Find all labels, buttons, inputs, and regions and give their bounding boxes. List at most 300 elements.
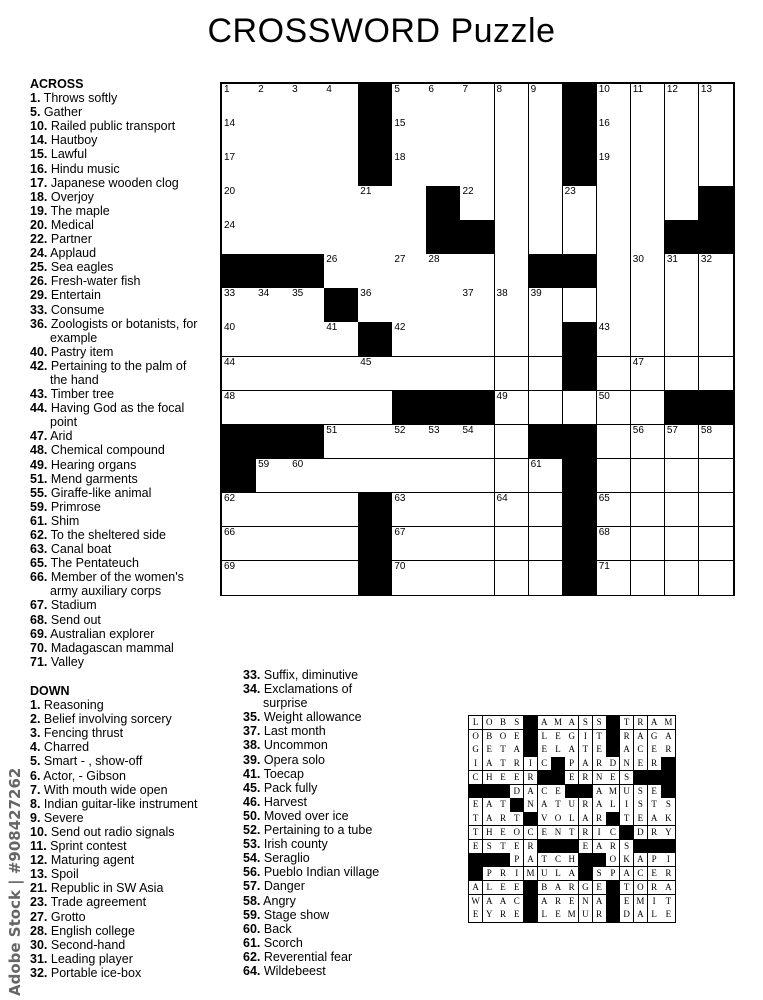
clue-item [243, 738, 443, 752]
clue-number: 10. [30, 824, 48, 839]
grid-cell[interactable] [222, 561, 257, 596]
grid-cell[interactable] [495, 561, 530, 596]
solution-letter: A [661, 730, 675, 744]
clue-text: Actor, - Gibson [40, 768, 126, 783]
grid-cell[interactable] [631, 288, 666, 323]
grid-cell[interactable] [426, 254, 461, 289]
clue-item [30, 754, 240, 768]
solution-letter: E [496, 881, 510, 895]
grid-cell[interactable] [631, 391, 666, 426]
clue-text: Medical [47, 217, 94, 232]
clue-number: 18. [30, 189, 48, 204]
grid-cell[interactable] [495, 391, 530, 426]
cell-number: 39 [530, 288, 542, 300]
grid-cell[interactable] [597, 561, 632, 596]
clue-item [30, 274, 215, 288]
grid-cell[interactable] [665, 561, 700, 596]
clue-number: 14. [30, 133, 48, 148]
grid-cell[interactable] [597, 527, 632, 562]
grid-cell[interactable] [460, 357, 495, 392]
grid-cell[interactable] [631, 561, 666, 596]
grid-cell[interactable] [495, 357, 530, 392]
clue-text: Severe [40, 810, 84, 825]
grid-cell[interactable] [392, 561, 427, 596]
grid-cell[interactable] [324, 357, 359, 392]
grid-cell[interactable] [392, 357, 427, 392]
grid-cell[interactable] [597, 493, 632, 528]
solution-letter: C [469, 771, 483, 785]
grid-cell[interactable] [665, 322, 700, 357]
grid-cell[interactable] [460, 186, 495, 221]
grid-cell[interactable] [426, 561, 461, 596]
solution-letter: S [593, 716, 607, 730]
grid-cell[interactable] [392, 493, 427, 528]
grid-cell[interactable] [426, 493, 461, 528]
grid-cell[interactable] [460, 493, 495, 528]
grid-cell[interactable] [256, 322, 291, 357]
grid-cell[interactable] [631, 322, 666, 357]
grid-cell[interactable] [324, 152, 359, 187]
grid-cell[interactable] [460, 152, 495, 187]
grid-cell[interactable] [699, 288, 734, 323]
grid-cell[interactable] [256, 561, 291, 596]
grid-cell[interactable] [222, 84, 257, 119]
grid-cell[interactable] [324, 220, 359, 255]
solution-block [648, 840, 662, 854]
grid-cell[interactable] [597, 220, 632, 255]
solution-block [524, 730, 538, 744]
solution-letter: P [510, 853, 524, 867]
clue-item [243, 865, 443, 879]
grid-cell[interactable] [563, 288, 598, 323]
solution-letter: M [565, 908, 579, 922]
solution-letter: I [620, 798, 634, 812]
grid-cell[interactable] [495, 459, 530, 494]
solution-letter: E [483, 743, 497, 757]
grid-cell[interactable] [563, 391, 598, 426]
clue-item [243, 767, 443, 781]
grid-cell[interactable] [426, 425, 461, 460]
clue-item [30, 486, 215, 500]
clue-text: Timber tree [47, 387, 115, 402]
grid-cell[interactable] [495, 425, 530, 460]
grid-cell[interactable] [631, 425, 666, 460]
grid-cell[interactable] [256, 459, 291, 494]
grid-cell[interactable] [358, 459, 393, 494]
grid-cell[interactable] [426, 288, 461, 323]
watermark-text: Adobe Stock | #908427262 [6, 767, 24, 996]
solution-letter: A [634, 853, 648, 867]
clue-item [30, 839, 240, 853]
grid-cell[interactable] [665, 425, 700, 460]
grid-cell[interactable] [426, 459, 461, 494]
grid-cell[interactable] [597, 152, 632, 187]
grid-cell[interactable] [426, 152, 461, 187]
grid-cell[interactable] [699, 561, 734, 596]
grid-cell[interactable] [631, 152, 666, 187]
grid-cell[interactable] [597, 288, 632, 323]
grid-cell[interactable] [631, 357, 666, 392]
grid-cell[interactable] [290, 152, 325, 187]
grid-cell[interactable] [290, 493, 325, 528]
grid-block [358, 322, 393, 357]
grid-cell[interactable] [495, 254, 530, 289]
grid-cell[interactable] [495, 493, 530, 528]
clue-text: Moved over ice [260, 808, 349, 823]
solution-letter: D [510, 785, 524, 799]
grid-cell[interactable] [529, 220, 564, 255]
clue-number: 54. [243, 851, 261, 866]
clue-text: Fencing thrust [40, 726, 124, 741]
grid-cell[interactable] [256, 357, 291, 392]
grid-cell[interactable] [699, 459, 734, 494]
across-clues [30, 77, 215, 669]
clue-item [30, 740, 240, 754]
solution-letter: A [593, 798, 607, 812]
grid-cell[interactable] [597, 391, 632, 426]
grid-cell[interactable] [426, 322, 461, 357]
grid-cell[interactable] [699, 84, 734, 119]
clue-item [30, 811, 240, 825]
grid-cell[interactable] [426, 357, 461, 392]
clue-item [30, 613, 215, 627]
grid-cell[interactable] [529, 152, 564, 187]
solution-letter: T [496, 743, 510, 757]
solution-letter: L [648, 908, 662, 922]
grid-cell[interactable] [324, 118, 359, 153]
clue-item [30, 938, 240, 952]
solution-block [634, 771, 648, 785]
grid-block [563, 561, 598, 596]
grid-block [665, 220, 700, 255]
grid-cell[interactable] [597, 118, 632, 153]
grid-cell[interactable] [256, 220, 291, 255]
grid-cell[interactable] [495, 186, 530, 221]
cell-number: 33 [224, 288, 236, 300]
grid-cell[interactable] [495, 118, 530, 153]
clue-text: Giraffe-like animal [47, 485, 152, 500]
grid-cell[interactable] [256, 84, 291, 119]
grid-cell[interactable] [290, 220, 325, 255]
grid-cell[interactable] [460, 118, 495, 153]
grid-cell[interactable] [222, 391, 257, 426]
grid-cell[interactable] [495, 527, 530, 562]
grid-cell[interactable] [392, 220, 427, 255]
grid-cell[interactable] [222, 220, 257, 255]
clue-item [30, 910, 240, 924]
grid-cell[interactable] [324, 493, 359, 528]
grid-cell[interactable] [665, 288, 700, 323]
grid-cell[interactable] [563, 186, 598, 221]
grid-cell[interactable] [529, 84, 564, 119]
grid-cell[interactable] [495, 322, 530, 357]
clue-number: 59. [30, 499, 48, 514]
clue-item [243, 894, 443, 908]
clue-item [30, 641, 215, 655]
grid-cell[interactable] [256, 288, 291, 323]
grid-cell[interactable] [222, 152, 257, 187]
grid-cell[interactable] [222, 527, 257, 562]
solution-letter: R [579, 826, 593, 840]
grid-cell[interactable] [665, 459, 700, 494]
grid-cell[interactable] [290, 84, 325, 119]
grid-cell[interactable] [699, 527, 734, 562]
solution-letter: O [551, 812, 565, 826]
grid-cell[interactable] [460, 459, 495, 494]
grid-cell[interactable] [324, 322, 359, 357]
clue-number: 2. [30, 712, 41, 727]
grid-cell[interactable] [392, 84, 427, 119]
clue-number: 26. [30, 274, 48, 289]
grid-cell[interactable] [222, 118, 257, 153]
grid-cell[interactable] [222, 288, 257, 323]
grid-cell[interactable] [426, 527, 461, 562]
solution-letter: I [648, 895, 662, 909]
grid-cell[interactable] [290, 186, 325, 221]
grid-cell[interactable] [699, 322, 734, 357]
grid-cell[interactable] [665, 118, 700, 153]
grid-cell[interactable] [256, 391, 291, 426]
grid-cell[interactable] [392, 527, 427, 562]
grid-cell[interactable] [222, 322, 257, 357]
grid-cell[interactable] [324, 459, 359, 494]
cell-number: 70 [394, 560, 406, 572]
clue-number: 51. [30, 471, 48, 486]
grid-cell[interactable] [222, 357, 257, 392]
grid-cell[interactable] [460, 322, 495, 357]
grid-cell[interactable] [358, 254, 393, 289]
cell-number: 26 [326, 254, 338, 266]
solution-letter: A [551, 881, 565, 895]
solution-block [634, 840, 648, 854]
grid-cell[interactable] [597, 84, 632, 119]
grid-cell[interactable] [256, 527, 291, 562]
solution-letter: E [510, 771, 524, 785]
cell-number: 12 [666, 84, 678, 95]
clue-text: Hearing organs [47, 457, 137, 472]
grid-cell[interactable] [529, 288, 564, 323]
grid-cell[interactable] [460, 527, 495, 562]
solution-letter: R [606, 840, 620, 854]
grid-cell[interactable] [495, 288, 530, 323]
clue-text: Japanese wooden clog [47, 175, 179, 190]
grid-cell[interactable] [631, 254, 666, 289]
grid-cell[interactable] [324, 84, 359, 119]
grid-cell[interactable] [460, 425, 495, 460]
grid-cell[interactable] [529, 493, 564, 528]
clue-number: 15. [30, 147, 48, 162]
clue-text: Last month [260, 724, 326, 739]
grid-cell[interactable] [665, 357, 700, 392]
solution-letter: T [510, 812, 524, 826]
grid-cell[interactable] [631, 493, 666, 528]
clue-text: Zoologists or botanists, for [47, 316, 198, 331]
solution-letter: A [661, 881, 675, 895]
grid-cell[interactable] [290, 561, 325, 596]
solution-block [551, 840, 565, 854]
grid-cell[interactable] [529, 527, 564, 562]
grid-block [358, 527, 393, 562]
grid-cell[interactable] [222, 186, 257, 221]
grid-cell[interactable] [324, 527, 359, 562]
grid-cell[interactable] [392, 425, 427, 460]
clue-item [243, 851, 443, 865]
grid-cell[interactable] [665, 254, 700, 289]
grid-cell[interactable] [529, 322, 564, 357]
grid-cell[interactable] [392, 254, 427, 289]
clue-number: 70. [30, 640, 48, 655]
grid-cell[interactable] [324, 425, 359, 460]
clue-text: Stadium [47, 598, 97, 613]
clue-text: Railed public transport [47, 119, 176, 134]
clue-item [243, 682, 443, 710]
clue-text: Indian guitar-like instrument [40, 796, 198, 811]
grid-cell[interactable] [324, 561, 359, 596]
grid-block [563, 357, 598, 392]
grid-cell[interactable] [426, 84, 461, 119]
grid-cell[interactable] [358, 220, 393, 255]
grid-cell[interactable] [495, 220, 530, 255]
grid-cell[interactable] [460, 288, 495, 323]
grid-cell[interactable] [392, 186, 427, 221]
clue-item [30, 105, 215, 119]
grid-cell[interactable] [699, 118, 734, 153]
solution-letter: A [620, 743, 634, 757]
grid-cell[interactable] [699, 254, 734, 289]
clue-item [30, 952, 240, 966]
cell-number: 21 [360, 186, 372, 198]
grid-cell[interactable] [392, 118, 427, 153]
grid-cell[interactable] [256, 152, 291, 187]
grid-cell[interactable] [665, 493, 700, 528]
grid-cell[interactable] [597, 254, 632, 289]
grid-block [529, 425, 564, 460]
clue-item [243, 724, 443, 738]
grid-cell[interactable] [597, 459, 632, 494]
grid-cell[interactable] [529, 186, 564, 221]
solution-letter: E [469, 908, 483, 922]
grid-cell[interactable] [665, 152, 700, 187]
grid-cell[interactable] [358, 186, 393, 221]
grid-cell[interactable] [222, 493, 257, 528]
clue-item [30, 303, 215, 317]
cell-number: 7 [462, 84, 469, 95]
clue-item [243, 781, 443, 795]
grid-cell[interactable] [631, 84, 666, 119]
grid-cell[interactable] [631, 527, 666, 562]
solution-letter: A [620, 867, 634, 881]
grid-cell[interactable] [597, 186, 632, 221]
grid-cell[interactable] [290, 357, 325, 392]
grid-cell[interactable] [256, 118, 291, 153]
grid-cell[interactable] [290, 322, 325, 357]
grid-cell[interactable] [358, 357, 393, 392]
grid-cell[interactable] [631, 186, 666, 221]
solution-letter: C [510, 895, 524, 909]
grid-cell[interactable] [256, 186, 291, 221]
grid-block [426, 220, 461, 255]
grid-cell[interactable] [699, 425, 734, 460]
grid-cell[interactable] [597, 322, 632, 357]
solution-letter: E [510, 730, 524, 744]
grid-cell[interactable] [290, 527, 325, 562]
grid-cell[interactable] [460, 561, 495, 596]
grid-cell[interactable] [563, 220, 598, 255]
grid-cell[interactable] [665, 527, 700, 562]
clue-text: Pertaining to a tube [260, 823, 373, 838]
grid-cell[interactable] [597, 425, 632, 460]
grid-cell[interactable] [290, 459, 325, 494]
clue-text-continued: surprise [263, 696, 308, 711]
grid-cell[interactable] [460, 254, 495, 289]
grid-cell[interactable] [290, 391, 325, 426]
grid-cell[interactable] [665, 84, 700, 119]
clue-text: Arid [47, 429, 73, 444]
grid-cell[interactable] [324, 391, 359, 426]
grid-cell[interactable] [699, 357, 734, 392]
solution-block [510, 798, 524, 812]
clue-text: Shim [47, 513, 80, 528]
solution-letter: T [565, 826, 579, 840]
grid-block [699, 186, 734, 221]
grid-cell[interactable] [665, 186, 700, 221]
grid-cell[interactable] [426, 118, 461, 153]
grid-cell[interactable] [699, 152, 734, 187]
solution-letter: T [620, 716, 634, 730]
grid-cell[interactable] [631, 459, 666, 494]
clue-item [30, 881, 240, 895]
grid-cell[interactable] [392, 459, 427, 494]
grid-cell[interactable] [495, 152, 530, 187]
grid-cell[interactable] [358, 288, 393, 323]
grid-cell[interactable] [699, 493, 734, 528]
grid-cell[interactable] [392, 322, 427, 357]
grid-cell[interactable] [529, 561, 564, 596]
grid-cell[interactable] [631, 220, 666, 255]
grid-cell[interactable] [392, 152, 427, 187]
grid-cell[interactable] [529, 357, 564, 392]
clue-text: Exclamations of [260, 682, 353, 697]
grid-cell[interactable] [529, 459, 564, 494]
clue-number: 44. [30, 401, 48, 416]
grid-cell[interactable] [631, 118, 666, 153]
grid-cell[interactable] [392, 288, 427, 323]
grid-cell[interactable] [529, 118, 564, 153]
grid-cell[interactable] [290, 118, 325, 153]
grid-cell[interactable] [529, 391, 564, 426]
clue-text: Madagascan mammal [47, 640, 174, 655]
cell-number: 35 [292, 288, 304, 300]
clue-item [243, 908, 443, 922]
solution-letter: L [469, 716, 483, 730]
grid-cell[interactable] [358, 425, 393, 460]
grid-cell[interactable] [460, 84, 495, 119]
clue-item [30, 260, 215, 274]
clue-number: 10. [30, 119, 48, 134]
solution-letter: A [483, 812, 497, 826]
clue-number: 68. [30, 612, 48, 627]
grid-cell[interactable] [358, 391, 393, 426]
clue-number: 52. [243, 823, 261, 838]
grid-cell[interactable] [290, 288, 325, 323]
grid-cell[interactable] [597, 357, 632, 392]
grid-cell[interactable] [324, 186, 359, 221]
grid-cell[interactable] [256, 493, 291, 528]
clue-item [243, 936, 443, 950]
grid-cell[interactable] [324, 254, 359, 289]
cell-number: 5 [394, 84, 400, 95]
grid-cell[interactable] [495, 84, 530, 119]
